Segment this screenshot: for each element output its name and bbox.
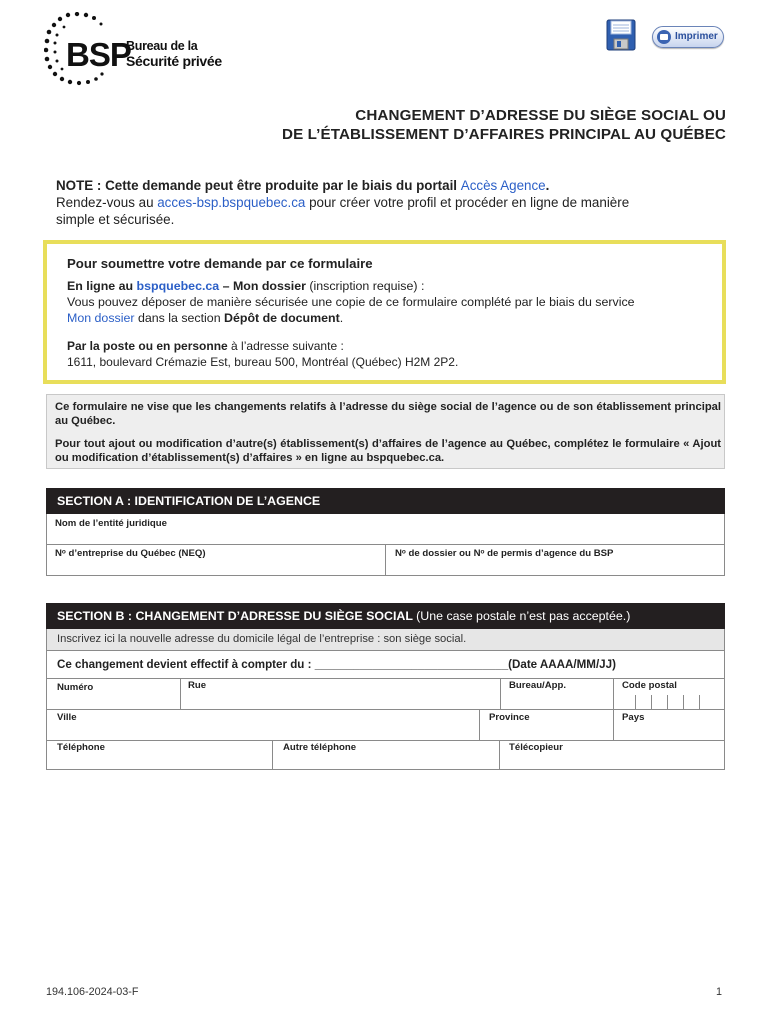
online-prefix: En ligne au: [67, 279, 137, 293]
section-b-instruction: Inscrivez ici la nouvelle adresse du domicile légal de l’entreprise : son siège social.: [46, 629, 725, 650]
info-paragraph-2: Pour tout ajout ou modification d’autre(s) établissement(s) d’affaires de l’agence au Québec, complétez le formulaire « Ajout ou modification d’établissement(s) d’affaires » en ligne au bspquebec.ca.: [55, 438, 721, 464]
divider: [272, 740, 273, 770]
postal-code-tick: [651, 695, 652, 709]
divider: [47, 678, 724, 679]
floppy-disk-icon: [606, 19, 636, 51]
note-prefix: NOTE : Cette demande peut être produite par le biais du portail: [56, 178, 461, 193]
page-number: 1: [716, 986, 723, 998]
form-title-line1: CHANGEMENT D’ADRESSE DU SIÈGE SOCIAL OU: [355, 107, 726, 124]
rue-label: Rue: [188, 680, 207, 691]
note-period: .: [545, 178, 550, 193]
postal-code-tick: [683, 695, 684, 709]
effective-date-line: [57, 658, 616, 671]
divider: [499, 740, 500, 770]
section-a-header: SECTION A : IDENTIFICATION DE L’AGENCE: [46, 488, 725, 514]
info-box: [46, 394, 725, 469]
online-line3-mid: dans la section: [137, 311, 225, 325]
legal-name-label: Nom de l’entité juridique: [55, 518, 167, 529]
telecopieur-label: Télécopieur: [509, 742, 563, 753]
ville-label: Ville: [57, 712, 77, 723]
logo-wordmark: BSP: [66, 36, 131, 73]
postal-code-tick: [635, 695, 636, 709]
mon-dossier-link[interactable]: Mon dossier: [67, 311, 138, 325]
pays-label: Pays: [622, 712, 645, 723]
online-suffix: (inscription requise) :: [309, 279, 425, 293]
acces-bsp-link[interactable]: acces-bsp.bspquebec.ca: [157, 195, 306, 210]
postal-code-tick: [699, 695, 700, 709]
divider: [47, 709, 724, 710]
telephone-label: Téléphone: [57, 742, 105, 753]
print-button-label: Imprimer: [675, 31, 718, 42]
mail-address: 1611, boulevard Crémazie Est, bureau 500, Montréal (Québec) H2M 2P2.: [67, 355, 459, 369]
bureau-label: Bureau/App.: [509, 680, 567, 691]
online-line2: Vous pouvez déposer de manière sécurisée une copie de ce formulaire complété par le biais du service: [67, 295, 635, 309]
print-button[interactable]: [652, 26, 724, 48]
acces-agence-link[interactable]: Accès Agence: [460, 178, 546, 193]
section-b-note: (Une case postale n’est pas acceptée.): [416, 609, 631, 623]
divider: [613, 709, 614, 740]
divider: [500, 678, 501, 709]
note-line3: simple et sécurisée.: [56, 212, 175, 227]
province-label: Province: [489, 712, 530, 723]
neq-label: Nᵒ d’entreprise du Québec (NEQ): [55, 548, 206, 559]
org-name-line1: Bureau de la: [126, 39, 198, 53]
form-title-line2: DE L’ÉTABLISSEMENT D’AFFAIRES PRINCIPAL AU QUÉBEC: [282, 126, 726, 143]
online-mon-dossier: – Mon dossier: [219, 279, 310, 293]
save-button[interactable]: [606, 19, 636, 51]
divider: [613, 678, 614, 709]
form-code: 194.106-2024-03-F: [46, 986, 139, 998]
divider: [385, 544, 386, 575]
section-b-header: [46, 603, 725, 629]
printer-icon: [657, 30, 671, 44]
note-paragraph: [56, 177, 726, 228]
depot-document: Dépôt de document: [224, 311, 340, 325]
mail-bold: Par la poste ou en personne: [67, 339, 228, 353]
effective-date-field[interactable]: ______________________________: [314, 658, 509, 671]
numero-label: Numéro: [57, 682, 94, 693]
divider: [180, 678, 181, 709]
mail-suffix: à l’adresse suivante :: [227, 339, 344, 353]
divider: [47, 740, 724, 741]
org-name-line2: Sécurité privée: [126, 53, 222, 69]
note-line2-suffix: pour créer votre profil et procéder en ligne de manière: [305, 195, 630, 210]
autre-telephone-label: Autre téléphone: [283, 742, 357, 753]
bspquebec-link[interactable]: bspquebec.ca: [136, 279, 220, 293]
info-paragraph-1: Ce formulaire ne vise que les changements relatifs à l’adresse du siège social de l’agence ou de son établissement principal au Québec.: [55, 401, 721, 427]
effective-prefix: Ce changement devient effectif à compter du :: [57, 658, 315, 671]
bsp-logo: [44, 12, 244, 86]
file-number-label: Nᵒ de dossier ou Nᵒ de permis d’agence du BSP: [395, 548, 614, 559]
submit-instructions-box: [43, 240, 726, 384]
divider: [479, 709, 480, 740]
mail-line: [67, 339, 344, 353]
online-line3: [67, 311, 343, 325]
effective-format-hint: (Date AAAA/MM/JJ): [508, 658, 616, 671]
section-a-form: [46, 514, 725, 576]
online-line1: [67, 279, 424, 293]
submit-box-title: Pour soumettre votre demande par ce formulaire: [67, 256, 373, 271]
note-line2-prefix: Rendez-vous au: [56, 195, 158, 210]
section-b-title: SECTION B : CHANGEMENT D’ADRESSE DU SIÈGE SOCIAL: [57, 609, 417, 623]
postal-code-tick: [667, 695, 668, 709]
code-postal-label: Code postal: [622, 680, 677, 691]
online-line3-end: .: [339, 311, 344, 325]
